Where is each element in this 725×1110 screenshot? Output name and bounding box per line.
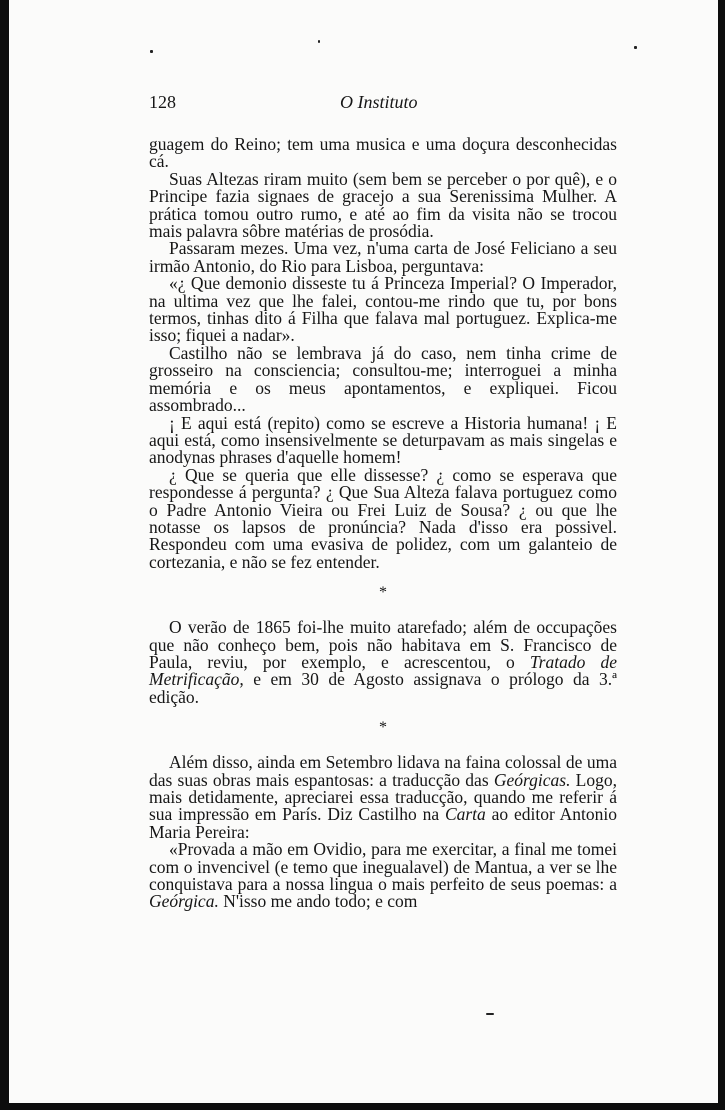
page-number: 128: [149, 92, 176, 112]
paragraph-text: «Provada a mão em Ovidio, para me exercitar, a final me tomei com o invencivel (e temo que inegualavel) de Mantua, a ver se lhe conquistava para a nossa lingua o mais perfeito de seus poemas: a: [149, 839, 617, 895]
ink-speck: [318, 40, 320, 43]
ink-speck: [486, 1013, 494, 1015]
paragraph: Passaram mezes. Uma vez, n'uma carta de José Feliciano a seu irmão Antonio, do Rio para Lisboa, perguntava:: [149, 238, 617, 276]
paragraph: Castilho não se lembrava já do caso, nem tinha crime de grosseiro na consciencia; consultou-me; interroguei a minha memória e os meus apontamentos, e expliquei. Ficou assombrado...: [149, 342, 617, 416]
ink-speck: [634, 46, 637, 49]
paragraph: guagem do Reino; tem uma musica e uma doçura desconhecidas cá.: [149, 134, 617, 172]
work-title: Geórgica.: [149, 891, 219, 912]
paragraph-text: ao editor Antonio Maria Pereira:: [149, 804, 618, 842]
paragraph: ¿ Que se queria que elle dissesse? ¿ como se esperava que respondesse á pergunta? ¿ Que Sua Alteza falava portuguez como o Padre Antonio Vieira ou Frei Luiz de Sousa? ¿ ou que lhe notasse os lapsos de pronúncia? Nada d'isso era possivel. Respondeu com uma evasiva de polidez, com um galanteio de cortezania, e não se fez entender.: [149, 464, 617, 572]
ink-speck: [150, 50, 153, 53]
paragraph-text: O verão de 1865 foi-lhe muito atarefado; além de occupações que não conheço bem, pois não habitava em S. Francisco de Paula, reviu, por exemplo, e acrescentou, o: [149, 617, 617, 672]
scan-edge-left: [0, 0, 9, 1110]
work-title: Geórgicas.: [493, 769, 571, 790]
scan-edge-right: [718, 0, 725, 1110]
paragraph: [149, 619, 617, 706]
work-title: Carta: [444, 804, 486, 825]
paragraph: ¡ E aqui está (repito) como se escreve a Historia humana! ¡ E aqui está, como insensivelmente se deturpavam as mais singelas e anodynas phrases d'aquelle homem!: [149, 412, 617, 468]
paragraph-text: N'isso me ando todo; e com: [218, 891, 418, 912]
scan-edge-bottom: [0, 1103, 725, 1110]
quotation-paragraph: «¿ Que demonio disseste tu á Princeza Imperial? O Imperador, na ultima vez que lhe falei, contou-me rindo que tu, por bons termos, tinhas dito á Filha que falava mal portuguez. Explica-me isso; fiquei a nadar».: [149, 273, 617, 346]
paragraph-text: Além disso, ainda em Setembro lidava na faina colossal de uma das suas obras mais espantosas: a traducção das: [149, 752, 617, 790]
paragraph-text: Logo, mais detidamente, apreciarei essa traducção, quando me referir á sua impressão em París. Diz Castilho na: [149, 769, 617, 825]
section-separator: *: [379, 719, 387, 737]
page-header: [149, 92, 617, 116]
paragraph-text: e em 30 de Agosto assignava o prólogo da 3.ª edição.: [149, 669, 617, 707]
paragraph: Suas Altezas riram muito (sem bem se perceber o por quê), e o Principe fazia signaes de gracejo a sua Serenissima Mulher. A prática tomou outro rumo, e até ao fim da visita não se trocou mais palavra sôbre matérias de prosódia.: [149, 168, 617, 242]
running-title: O Instituto: [340, 92, 418, 112]
paragraph: [149, 754, 617, 841]
body-text: [149, 136, 617, 911]
work-title: Tratado de Metrificação,: [149, 651, 617, 690]
quotation-paragraph: [149, 841, 617, 911]
section-separator: *: [379, 584, 387, 602]
